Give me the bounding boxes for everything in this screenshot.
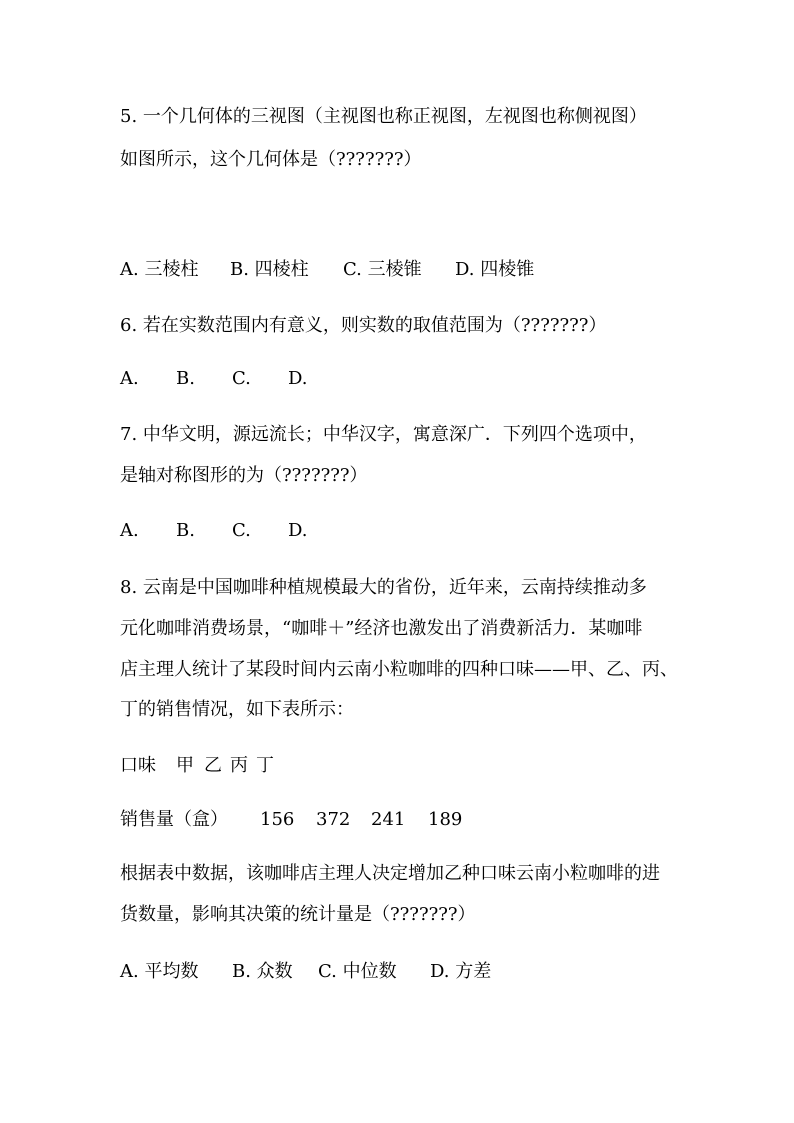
q6-option-b: B. [176, 368, 195, 389]
q8-table-header-cell: 丙 [230, 755, 248, 776]
q7-options [120, 519, 308, 543]
q6-option-d: D. [288, 368, 308, 389]
q8-stem-line-1: 8. 云南是中国咖啡种植规模最大的省份，近年来，云南持续推动多 [120, 577, 647, 598]
q8-stem-line-2: 元化咖啡消费场景，“咖啡＋”经济也激发出了消费新活力．某咖啡 [120, 618, 643, 639]
q5-stem-line-2: 如图所示，这个几何体是（???????） [120, 149, 422, 170]
q5-option-d: D. 四棱锥 [455, 259, 535, 280]
q7-stem-line-2: 是轴对称图形的为（???????） [120, 465, 368, 486]
q8-table-cell: 189 [428, 809, 463, 830]
q8-stem-line-4: 丁的销售情况，如下表所示： [120, 699, 354, 720]
q8-stem-line-6: 货数量，影响其决策的统计量是（???????） [120, 904, 476, 925]
q8-option-d: D. 方差 [430, 961, 492, 982]
q7-option-c: C. [232, 520, 251, 541]
q5-options [120, 258, 534, 282]
q6-option-c: C. [232, 368, 251, 389]
q8-table-row-label: 销售量（盒） [120, 809, 228, 830]
q7-stem-line-1: 7. 中华文明，源远流长；中华汉字，寓意深广．下列四个选项中， [120, 424, 647, 445]
q8-table-cell: 156 [260, 809, 295, 830]
q8-table-data-row [120, 808, 462, 832]
q5-option-a: A. 三棱柱 [120, 259, 199, 280]
q5-option-b: B. 四棱柱 [230, 259, 309, 280]
q8-table-header-cell: 丁 [256, 755, 274, 776]
q6-option-a: A. [120, 368, 139, 389]
q8-option-c: C. 中位数 [318, 961, 397, 982]
q8-stem-line-5: 根据表中数据，该咖啡店主理人决定增加乙种口味云南小粒咖啡的进 [120, 863, 660, 884]
q8-table-cell: 372 [316, 809, 351, 830]
q8-table-header-label: 口味 [120, 755, 156, 776]
q5-option-c: C. 三棱锥 [343, 259, 422, 280]
q8-table-header-cell: 乙 [204, 755, 222, 776]
q8-options [120, 960, 491, 984]
q8-table-cell: 241 [371, 809, 406, 830]
q8-stem-line-3: 店主理人统计了某段时间内云南小粒咖啡的四种口味——甲、乙、丙、 [120, 659, 678, 680]
q8-option-a: A. 平均数 [120, 961, 199, 982]
q5-stem-line-1: 5. 一个几何体的三视图（主视图也称正视图，左视图也称侧视图） [120, 106, 647, 127]
q7-option-a: A. [120, 520, 139, 541]
q8-option-b: B. 众数 [232, 961, 293, 982]
q7-option-d: D. [288, 520, 308, 541]
q8-table-header-cell: 甲 [176, 755, 194, 776]
q6-stem-line-1: 6. 若在实数范围内有意义，则实数的取值范围为（???????） [120, 315, 607, 336]
q6-options [120, 367, 308, 391]
q8-table-header-row [120, 754, 274, 778]
q7-option-b: B. [176, 520, 195, 541]
